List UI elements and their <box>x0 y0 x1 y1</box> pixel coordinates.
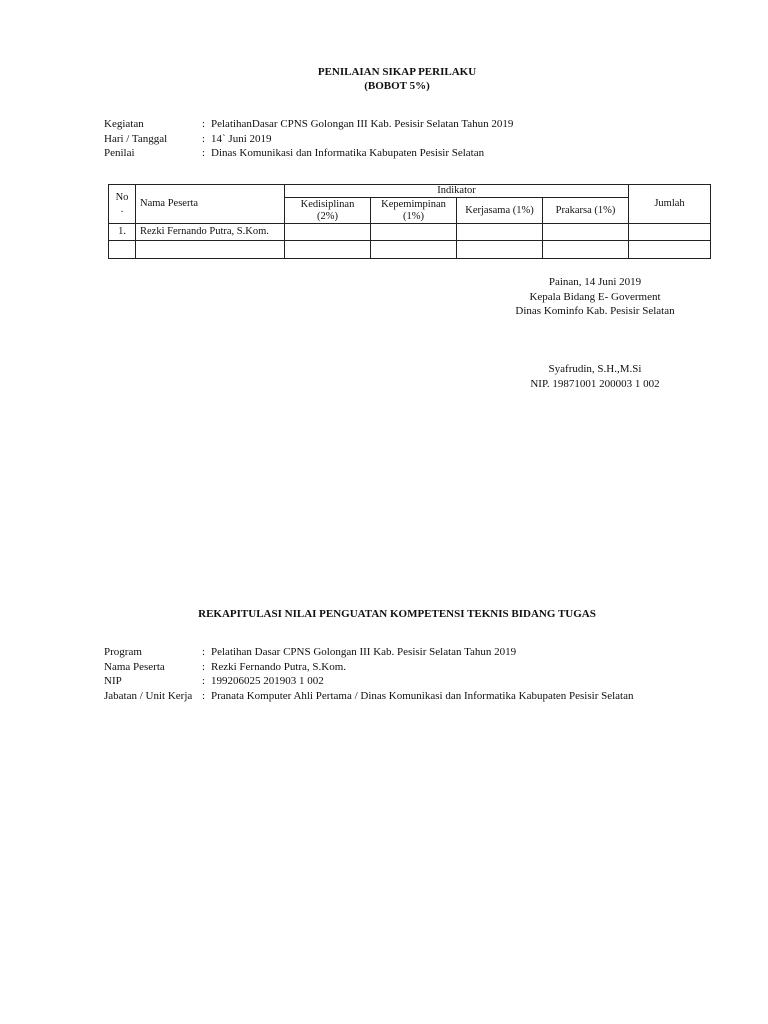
info-colon: : <box>202 147 206 159</box>
header-kedisiplinan <box>285 198 371 224</box>
header-prakarsa: Prakarsa (1%) <box>543 198 629 224</box>
info-colon: : <box>202 132 206 145</box>
info-label: NIP <box>104 675 122 687</box>
cell-jumlah <box>629 224 711 241</box>
info-value: 14` Juni 2019 <box>211 132 272 145</box>
header-kepemimpinan <box>371 198 457 224</box>
cell-kepemimpinan <box>371 241 457 259</box>
header-no-line1: No <box>115 192 129 203</box>
signature-footer <box>470 362 720 391</box>
info-value: 199206025 201903 1 002 <box>211 675 324 687</box>
info-row-nama-peserta <box>104 660 634 675</box>
table-header-row <box>109 185 711 198</box>
header-kepemimpinan-line1: Kepemimpinan <box>381 198 446 210</box>
signature-position: Kepala Bidang E- Goverment <box>529 290 661 303</box>
info-row-nip <box>104 674 634 689</box>
info-row-penilai <box>104 146 513 161</box>
cell-no: 1. <box>109 224 136 241</box>
info-row-kegiatan <box>104 117 513 132</box>
info-row-program <box>104 645 634 660</box>
participant-info <box>104 645 634 703</box>
info-label: Nama Peserta <box>104 660 165 673</box>
page-title: PENILAIAN SIKAP PERILAKU <box>317 66 477 78</box>
cell-kerjasama <box>457 241 543 259</box>
info-value: PelatihanDasar CPNS Golongan III Kab. Pesisir Selatan Tahun 2019 <box>211 118 514 130</box>
cell-no <box>109 241 136 259</box>
info-label: Penilai <box>104 147 135 159</box>
info-value: Dinas Komunikasi dan Informatika Kabupaten Pesisir Selatan <box>211 147 485 159</box>
page-subtitle: (BOBOT 5%) <box>364 80 430 92</box>
signature-office: Dinas Kominfo Kab. Pesisir Selatan <box>515 305 675 317</box>
info-colon: : <box>202 646 206 658</box>
info-value: Pranata Komputer Ahli Pertama / Dinas Komunikasi dan Informatika Kabupaten Pesisir Selatan <box>211 689 634 702</box>
header-no <box>109 185 136 224</box>
activity-info <box>104 117 513 161</box>
header-kerjasama: Kerjasama (1%) <box>457 198 543 224</box>
info-colon: : <box>202 675 206 687</box>
info-row-jabatan <box>104 689 634 704</box>
info-label: Jabatan / Unit Kerja <box>104 689 193 702</box>
info-value: Pelatihan Dasar CPNS Golongan III Kab. Pesisir Selatan Tahun 2019 <box>211 646 517 658</box>
cell-kedisiplinan <box>285 224 371 241</box>
assessment-table <box>108 184 711 259</box>
info-colon: : <box>202 118 206 130</box>
info-label: Hari / Tanggal <box>104 132 168 145</box>
header-kepemimpinan-line2: (1%) <box>403 210 424 222</box>
header-jumlah: Jumlah <box>629 185 711 224</box>
signature-place-date: Painan, 14 Juni 2019 <box>548 276 642 288</box>
cell-kedisiplinan <box>285 241 371 259</box>
section-title-rekapitulasi: REKAPITULASI NILAI PENGUATAN KOMPETENSI TEKNIS BIDANG TUGAS <box>198 608 596 620</box>
signature-header <box>470 275 720 319</box>
cell-kerjasama <box>457 224 543 241</box>
table-row <box>109 241 711 259</box>
header-nama-peserta: Nama Peserta <box>136 185 285 224</box>
cell-nama <box>136 241 285 259</box>
info-colon: : <box>202 660 206 673</box>
cell-prakarsa <box>543 241 629 259</box>
signer-name: Syafrudin, S.H.,M.Si <box>548 363 642 375</box>
cell-kepemimpinan <box>371 224 457 241</box>
cell-nama: Rezki Fernando Putra, S.Kom. <box>136 224 285 241</box>
header-indikator: Indikator <box>285 185 629 198</box>
cell-jumlah <box>629 241 711 259</box>
info-colon: : <box>202 689 206 702</box>
cell-prakarsa <box>543 224 629 241</box>
header-no-line2: . <box>120 204 124 215</box>
signer-nip: NIP. 19871001 200003 1 002 <box>530 377 660 390</box>
info-value: Rezki Fernando Putra, S.Kom. <box>211 660 347 673</box>
info-row-hari-tanggal <box>104 132 513 147</box>
table-row <box>109 224 711 241</box>
info-label: Program <box>104 646 142 658</box>
info-label: Kegiatan <box>104 118 144 130</box>
header-kedisiplinan-line1: Kedisiplinan <box>300 198 355 210</box>
header-kedisiplinan-line2: (2%) <box>317 210 338 222</box>
